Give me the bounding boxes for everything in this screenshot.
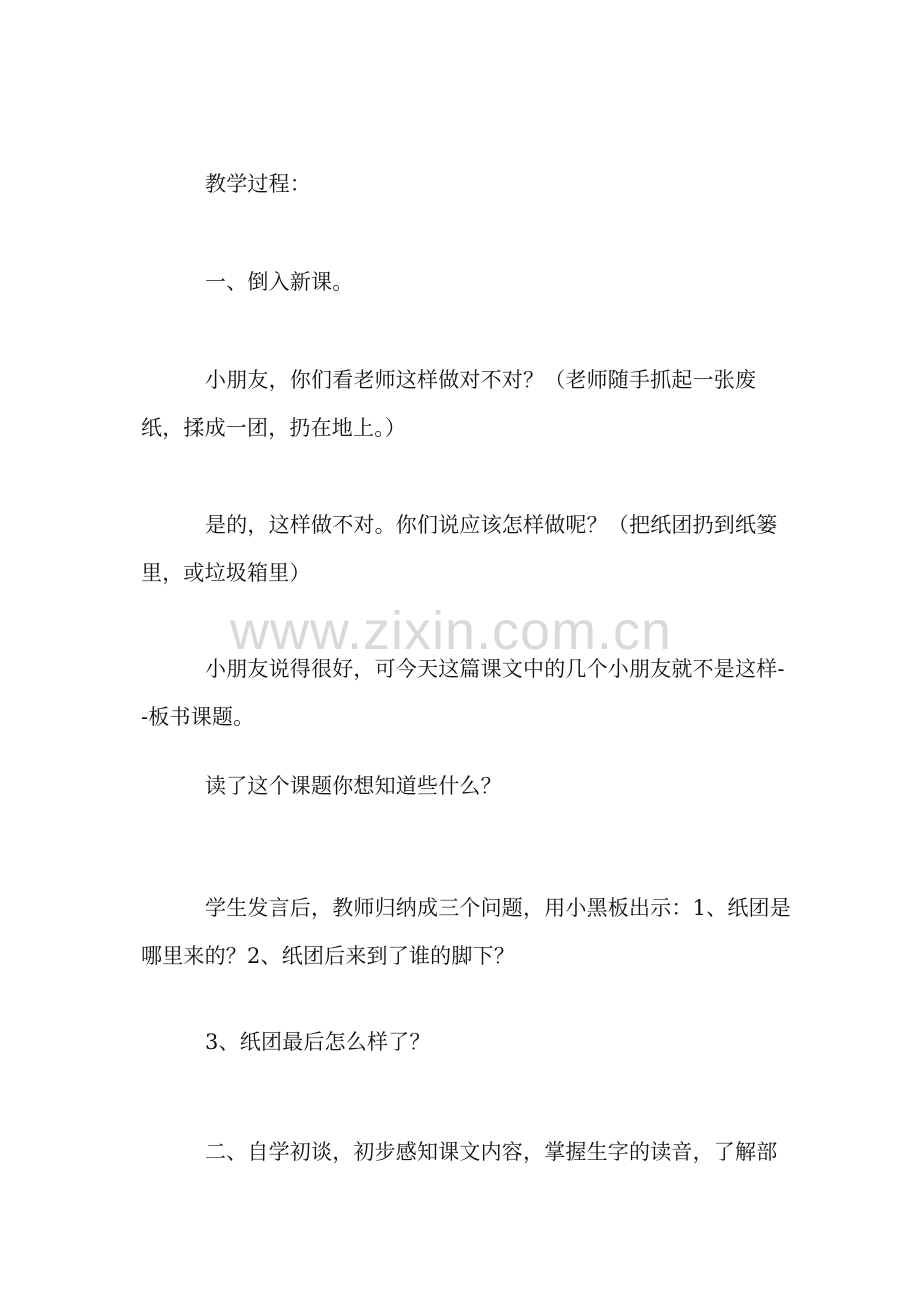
paragraph-section-one: 一、倒入新课。 <box>205 270 354 294</box>
paragraph-teacher-question: 小朋友，你们看老师这样做对不对？（老师随手抓起一张废纸，揉成一团，扔在地上。） <box>141 368 757 440</box>
paragraph-heading-process: 教学过程： <box>205 172 311 196</box>
paragraph-correct-answer: 是的，这样做不对。你们说应该怎样做呢？（把纸团扔到纸篓里，或垃圾箱里） <box>141 513 778 585</box>
watermark-text: www.zixin.com.cn <box>230 601 673 661</box>
paragraph-three-questions: 学生发言后，教师归纳成三个问题，用小黑板出示：1、纸团是哪里来的？2、纸团后来到了谁的脚下？ <box>141 896 791 968</box>
paragraph-question-three: 3、纸团最后怎么样了？ <box>205 1030 431 1054</box>
paragraph-lesson-title: 小朋友说得很好，可今天这篇课文中的几个小朋友就不是这样--板书课题。 <box>141 657 785 729</box>
paragraph-section-two: 二、自学初谈，初步感知课文内容，掌握生字的读音，了解部 <box>205 1140 778 1164</box>
paragraph-what-to-know: 读了这个课题你想知道些什么？ <box>205 774 502 798</box>
